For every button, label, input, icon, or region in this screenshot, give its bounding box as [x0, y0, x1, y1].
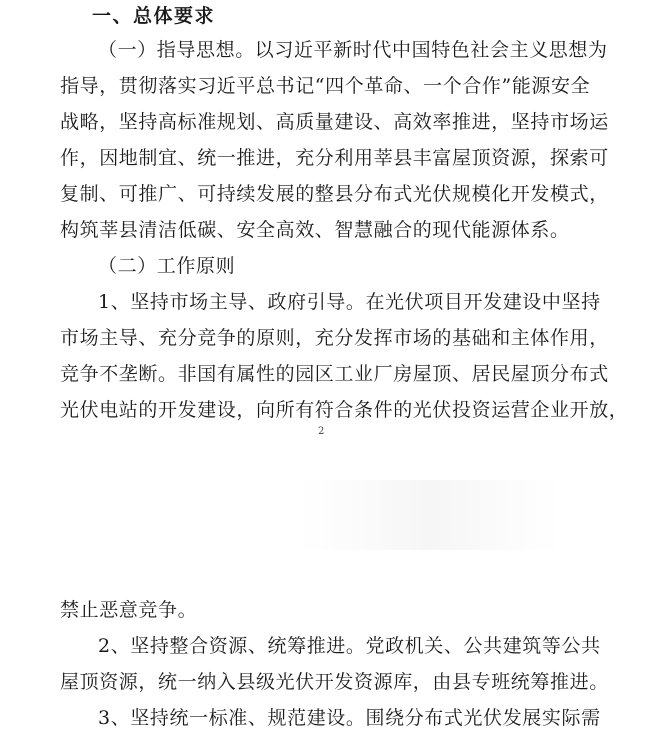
principle-3-line-1: 3、坚持统一标准、规范建设。围绕分布式光伏发展实际需	[98, 707, 601, 729]
principle-2-line-1: 2、坚持整合资源、统筹推进。党政机关、公共建筑等公共	[98, 635, 601, 657]
principle-1-line-2: 市场主导、充分竞争的原则，充分发挥市场的基础和主体作用，	[60, 327, 609, 349]
principle-1-line-3: 竞争不垄断。非国有属性的园区工业厂房屋顶、居民屋顶分布式	[60, 363, 609, 385]
guiding-line-6: 构筑莘县清洁低碳、安全高效、智慧融合的现代能源体系。	[60, 219, 570, 241]
guiding-line-2: 指导，贯彻落实习近平总书记“四个革命、一个合作”能源安全	[60, 75, 591, 97]
principles-heading: （二）工作原则	[98, 255, 236, 277]
guiding-line-5: 复制、可推广、可持续发展的整县分布式光伏规模化开发模式，	[60, 183, 609, 205]
page-number: 2	[318, 426, 325, 437]
principle-2-line-2: 屋顶资源，统一纳入县级光伏开发资源库，由县专班统筹推进。	[60, 671, 609, 693]
principle-1-line-4: 光伏电站的开发建设，向所有符合条件的光伏投资运营企业开放，	[60, 399, 629, 421]
guiding-line-1: （一）指导思想。以习近平新时代中国特色社会主义思想为	[98, 39, 608, 61]
principle-1-line-1: 1、坚持市场主导、政府引导。在光伏项目开发建设中坚持	[98, 291, 601, 313]
guiding-line-4: 作，因地制宜、统一推进，充分利用莘县丰富屋顶资源，探索可	[60, 147, 609, 169]
section-heading: 一、总体要求	[92, 5, 216, 27]
scan-shading	[300, 480, 560, 550]
guiding-line-3: 战略，坚持高标准规划、高质量建设、高效率推进，坚持市场运	[60, 111, 609, 133]
principle-1-tail: 禁止恶意竞争。	[60, 599, 198, 621]
